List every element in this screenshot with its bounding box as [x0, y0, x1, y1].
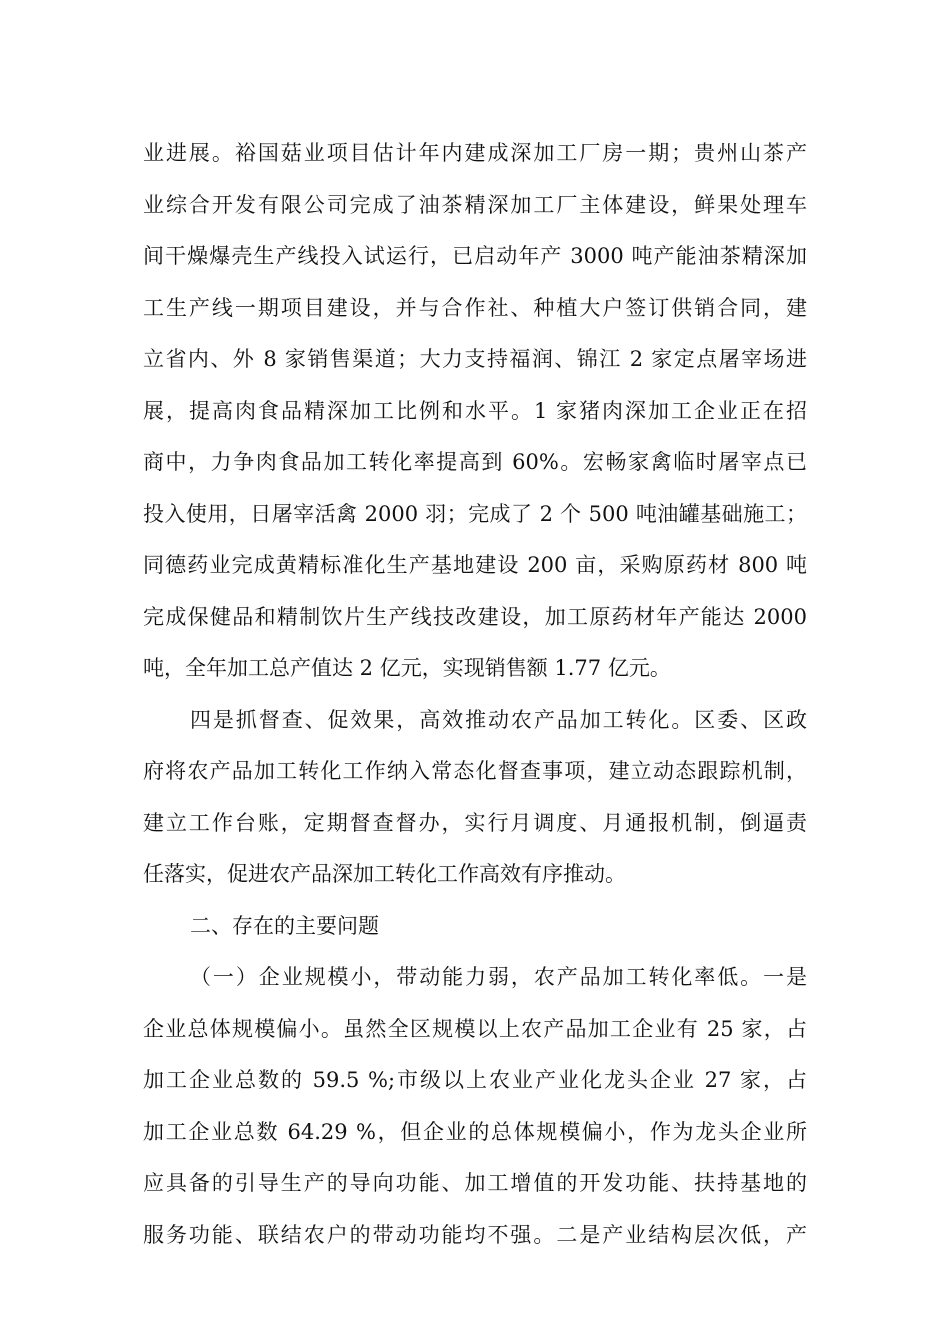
text-line: 府将农产品加工转化工作纳入常态化督查事项，建立动态跟踪机制，: [143, 759, 807, 783]
text-line: 加工企业总数的 59.5 %;市级以上农业产业化龙头企业 27 家，占: [143, 1068, 807, 1092]
text-line: 业进展。裕国菇业项目估计年内建成深加工厂房一期；贵州山茶产: [143, 141, 807, 165]
text-line: 四是抓督查、促效果，高效推动农产品加工转化。区委、区政: [190, 707, 807, 732]
section-heading: 二、存在的主要问题: [190, 913, 379, 938]
document-body: [143, 128, 807, 1261]
text-line: 服务功能、联结农户的带动功能均不强。二是产业结构层次低，产: [143, 1222, 807, 1247]
section-heading-problems: [143, 901, 807, 953]
text-line: 加工企业总数 64.29 %，但企业的总体规模偏小，作为龙头企业所: [143, 1119, 807, 1144]
text-line: （一）企业规模小，带动能力弱，农产品加工转化率低。一是: [190, 965, 807, 989]
text-line: 完成保健品和精制饮片生产线技改建设，加工原药材年产能达 2000: [143, 604, 807, 629]
text-line: 展，提高肉食品精深加工比例和水平。1 家猪肉深加工企业正在招: [143, 398, 807, 423]
paragraph-enterprise-scale: [143, 952, 807, 1261]
paragraph-supervision: [143, 695, 807, 901]
text-line: 应具备的引导生产的导向功能、加工增值的开发功能、扶持基地的: [143, 1171, 807, 1195]
text-line: 吨，全年加工总产值达 2 亿元，实现销售额 1.77 亿元。: [143, 656, 671, 680]
text-line: 工生产线一期项目建设，并与合作社、种植大户签订供销合同，建: [143, 295, 807, 320]
paragraph-enterprise-progress: [143, 128, 807, 695]
text-line: 建立工作台账，定期督查督办，实行月调度、月通报机制，倒逼责: [143, 810, 807, 835]
text-line: 同德药业完成黄精标准化生产基地建设 200 亩，采购原药材 800 吨: [143, 553, 807, 577]
text-line: 投入使用，日屠宰活禽 2000 羽；完成了 2 个 500 吨油罐基础施工；: [143, 501, 807, 526]
text-line: 业综合开发有限公司完成了油茶精深加工厂主体建设，鲜果处理车: [143, 192, 807, 217]
text-line: 商中，力争肉食品加工转化率提高到 60%。宏畅家禽临时屠宰点已: [143, 450, 807, 474]
text-line: 立省内、外 8 家销售渠道；大力支持福润、锦江 2 家定点屠宰场进: [143, 347, 807, 371]
text-line: 间干燥爆壳生产线投入试运行，已启动年产 3000 吨产能油茶精深加: [143, 244, 807, 268]
text-line: 企业总体规模偏小。虽然全区规模以上农产品加工企业有 25 家，占: [143, 1016, 807, 1041]
text-line: 任落实，促进农产品深加工转化工作高效有序推动。: [143, 862, 626, 886]
